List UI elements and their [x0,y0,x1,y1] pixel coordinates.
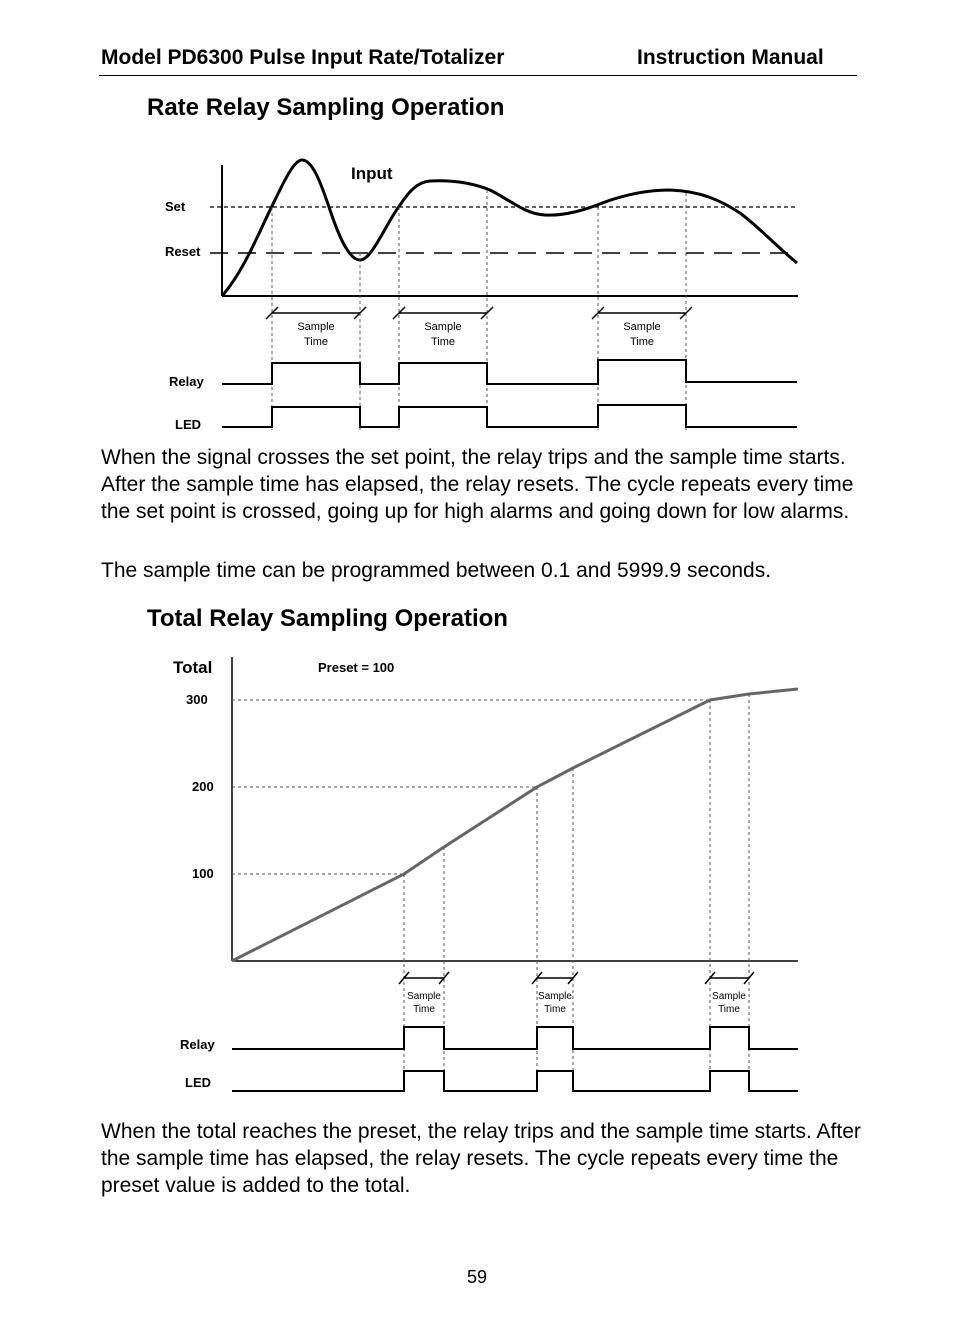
sample-time-label-3a: Sample [623,321,661,333]
total-relay-label: Relay [180,1037,215,1052]
rate-sample-intervals [266,307,692,319]
total-sample-intervals [399,972,754,984]
rate-relay-trace [222,360,797,384]
tick-100: 100 [192,866,214,881]
total-sample-label-3a: Sample [712,991,746,1002]
rate-relay-label: Relay [169,374,204,389]
total-sample-label-3b: Time [718,1004,740,1015]
total-accumulation-line [232,689,798,961]
reset-label: Reset [165,244,201,259]
sample-time-label-1a: Sample [297,321,335,333]
sample-time-range-paragraph: The sample time can be programmed between 0.1 and 5999.9 seconds. [101,559,772,582]
tick-200: 200 [192,779,214,794]
total-led-label: LED [185,1075,211,1090]
rate-led-label: LED [175,417,201,432]
header-model-title: Model PD6300 Pulse Input Rate/Totalizer [101,46,505,69]
page-number: 59 [466,1267,488,1287]
header-divider [99,75,857,76]
rate-section-title: Rate Relay Sampling Operation [147,94,505,121]
input-signal-curve [222,160,797,296]
total-relay-diagram [0,650,954,1100]
total-sample-label-2a: Sample [538,991,572,1002]
sample-time-label-1b: Time [303,336,329,348]
rate-description-paragraph: When the signal crosses the set point, the relay trips and the sample time starts. After the sample time has elapsed, the relay resets. The cycle repeats every time the set point is crossed, going up for high alarms and going down for low alarms. [101,446,854,523]
total-sample-label-1a: Sample [407,991,441,1002]
total-sample-label-1b: Time [413,1004,435,1015]
total-sample-markers [404,694,749,1092]
total-axis-label: Total [173,658,213,677]
total-section-title: Total Relay Sampling Operation [147,605,508,632]
total-relay-trace [232,1027,798,1049]
header-manual-title: Instruction Manual [637,46,824,69]
rate-sample-markers [272,190,686,430]
total-guides [232,700,710,874]
sample-time-label-3b: Time [629,336,655,348]
preset-label: Preset = 100 [318,660,395,675]
total-sample-label-2b: Time [544,1004,566,1015]
sample-time-label-2a: Sample [424,321,462,333]
rate-led-trace [222,405,797,427]
input-label: Input [351,164,393,183]
total-description-paragraph: When the total reaches the preset, the relay trips and the sample time starts. After the sample time has elapsed, the relay resets. The cycle repeats every time the preset value is added to the total. [101,1120,861,1197]
tick-300: 300 [186,692,208,707]
set-label: Set [165,199,186,214]
rate-relay-diagram [0,140,954,440]
total-led-trace [232,1071,798,1091]
sample-time-label-2b: Time [430,336,456,348]
